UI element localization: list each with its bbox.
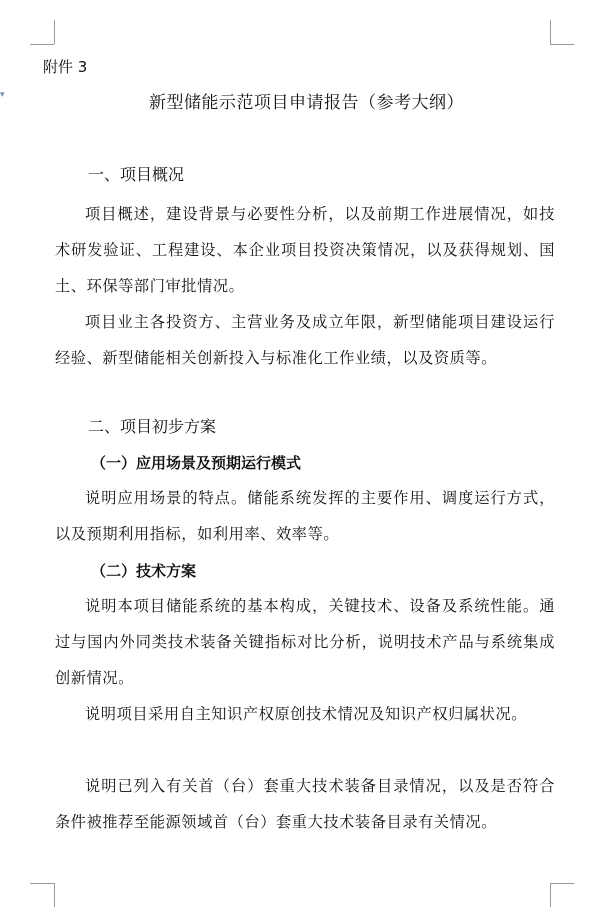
document-title: 新型储能示范项目申请报告（参考大纲） [149, 93, 464, 113]
paragraph-project-overview: 项目概述，建设背景与必要性分析，以及前期工作进展情况，如技术研发验证、工程建设、本企业项目投资决策情况，以及获得规划、国土、环保等部门审批情况。 [55, 205, 555, 295]
subsection-heading-application: （一）应用场景及预期运行模式 [91, 454, 302, 472]
paragraph-project-owner: 项目业主各投资方、主营业务及成立年限，新型储能项目建设运行经验、新型储能相关创新投入与标准化工作业绩，以及资质等。 [55, 313, 555, 367]
crop-mark-top-right-v [550, 20, 551, 44]
crop-mark-top-right-h [550, 44, 574, 45]
crop-mark-bottom-right-h [550, 883, 574, 884]
section-heading-1: 一、项目概况 [88, 165, 185, 184]
crop-mark-bottom-left-h [30, 883, 54, 884]
paragraph-technical-composition: 说明本项目储能系统的基本构成，关键技术、设备及系统性能。通过与国内外同类技术装备关键指标对比分析，说明技术产品与系统集成创新情况。 [55, 597, 555, 687]
paragraph-equipment-catalog: 说明已列入有关首（台）套重大技术装备目录情况，以及是否符合条件被推荐至能源领域首（台）套重大技术装备目录有关情况。 [55, 777, 555, 831]
crop-mark-bottom-left-v [54, 883, 55, 907]
annex-label: 附件 3 [43, 58, 88, 76]
paragraph-application-scenario: 说明应用场景的特点。储能系统发挥的主要作用、调度运行方式，以及预期利用指标，如利用率、效率等。 [55, 489, 555, 543]
crop-mark-bottom-right-v [550, 883, 551, 907]
margin-expand-icon[interactable]: ▾ [0, 90, 5, 100]
crop-mark-top-left-h [30, 44, 54, 45]
paragraph-ip-status: 说明项目采用自主知识产权原创技术情况及知识产权归属状况。 [85, 705, 528, 723]
subsection-heading-technical: （二）技术方案 [91, 562, 197, 580]
crop-mark-top-left-v [54, 20, 55, 44]
section-heading-2: 二、项目初步方案 [88, 417, 217, 436]
